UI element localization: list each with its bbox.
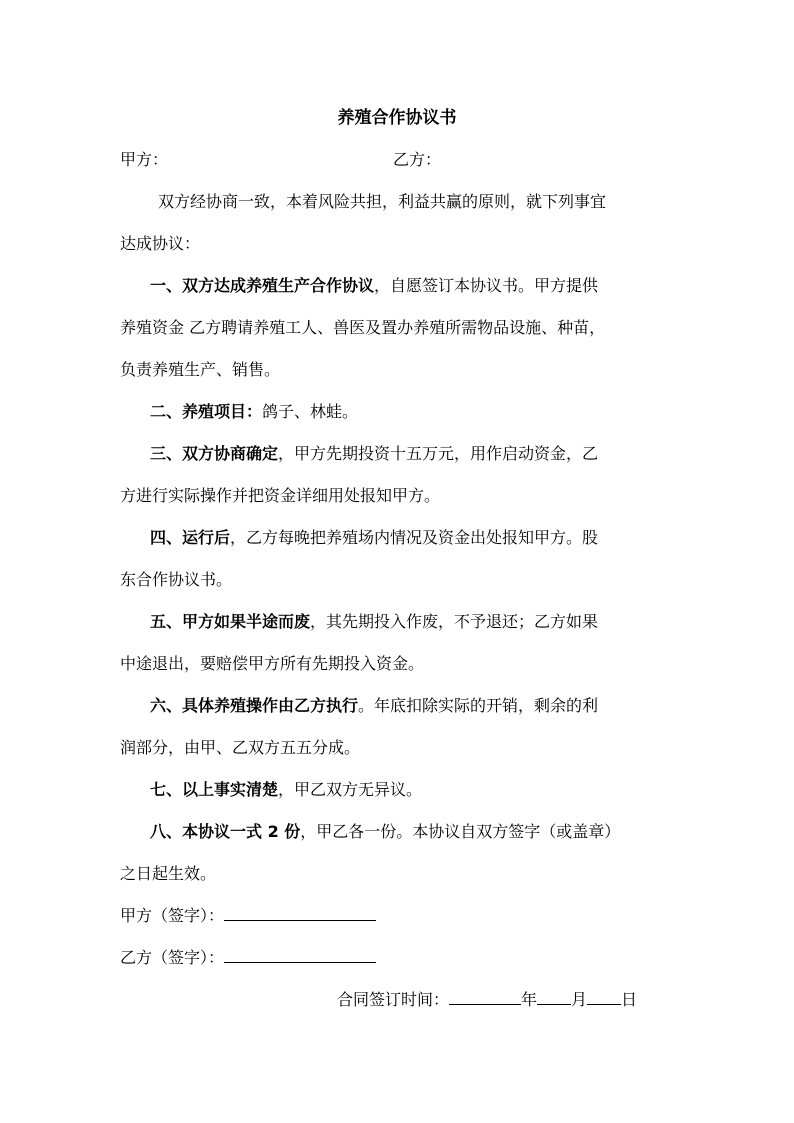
clause-7-heading: 七、以上事实清楚 <box>150 780 279 799</box>
clause-8-heading: 八、本协议一式 2 份 <box>150 822 301 841</box>
party-a-signature-line <box>120 902 376 930</box>
party-b-signature-label: 乙方（签字）： <box>120 948 225 967</box>
clause-8-text: ，甲乙各一份。本协议自双方签字（或盖章） <box>300 822 621 841</box>
intro-line-1: 双方经协商一致，本着风险共担，利益共赢的原则，就下列事宜 <box>158 192 607 211</box>
clause-6-line-2: 润部分，由甲、乙双方五五分成。 <box>120 738 361 757</box>
clause-1-line-3: 负责养殖生产、销售。 <box>120 360 281 379</box>
clause-4-line-1 <box>150 524 598 552</box>
clause-4-line-2: 东合作协议书。 <box>120 570 233 589</box>
clause-3-heading: 三、双方协商确定 <box>150 444 279 463</box>
clause-1-heading: 一、双方达成养殖生产合作协议 <box>150 276 375 295</box>
clause-1-line-1 <box>150 272 598 300</box>
clause-3-line-1 <box>150 440 598 468</box>
clause-6-heading: 六、具体养殖操作由乙方执行 <box>150 696 359 715</box>
year-label: 年 <box>521 990 538 1009</box>
clause-7-line-1 <box>150 776 422 804</box>
day-blank[interactable] <box>587 988 621 1005</box>
party-a-signature-blank[interactable] <box>224 904 376 921</box>
clause-6-text: 。年底扣除实际的开销，剩余的利 <box>358 696 599 715</box>
clause-3-text: ，甲方先期投资十五万元，用作启动资金，乙 <box>278 444 599 463</box>
party-b-signature-line <box>120 944 376 972</box>
month-label: 月 <box>571 990 588 1009</box>
party-b-label: 乙方： <box>393 150 442 169</box>
clause-1-text: ，自愿签订本协议书。甲方提供 <box>374 276 599 295</box>
clause-8-line-1 <box>150 818 620 846</box>
clause-6-line-1 <box>150 692 598 720</box>
signing-date-line <box>337 986 637 1014</box>
party-a-label: 甲方： <box>120 150 169 169</box>
clause-5-heading: 五、甲方如果半途而废 <box>150 612 311 631</box>
clause-5-line-2: 中途退出，要赔偿甲方所有先期投入资金。 <box>120 654 425 673</box>
clause-2-heading: 二、养殖项目： <box>150 402 263 421</box>
clause-4-text: ，乙方每晚把养殖场内情况及资金出处报知甲方。股 <box>230 528 599 547</box>
party-b-signature-blank[interactable] <box>224 946 376 963</box>
intro-line-2: 达成协议： <box>120 234 201 253</box>
clause-3-line-2: 方进行实际操作并把资金详细用处报知甲方。 <box>120 486 441 505</box>
clause-5-line-1 <box>150 608 598 636</box>
year-blank[interactable] <box>449 988 521 1005</box>
clause-8-line-2: 之日起生效。 <box>120 864 217 883</box>
document-title: 养殖合作协议书 <box>337 108 457 128</box>
signing-date-label: 合同签订时间： <box>337 990 450 1009</box>
party-a-signature-label: 甲方（签字）： <box>120 906 225 925</box>
clause-2-text: 鸽子、林蛙。 <box>262 402 359 421</box>
clause-5-text: ，其先期投入作废，不予退还；乙方如果 <box>310 612 599 631</box>
clause-4-heading: 四、运行后 <box>150 528 231 547</box>
month-blank[interactable] <box>537 988 571 1005</box>
day-label: 日 <box>621 990 638 1009</box>
clause-1-line-2: 养殖资金 乙方聘请养殖工人、兽医及置办养殖所需物品设施、种苗， <box>120 318 606 337</box>
clause-2-line-1 <box>150 398 358 426</box>
clause-7-text: ，甲乙双方无异议。 <box>278 780 423 799</box>
